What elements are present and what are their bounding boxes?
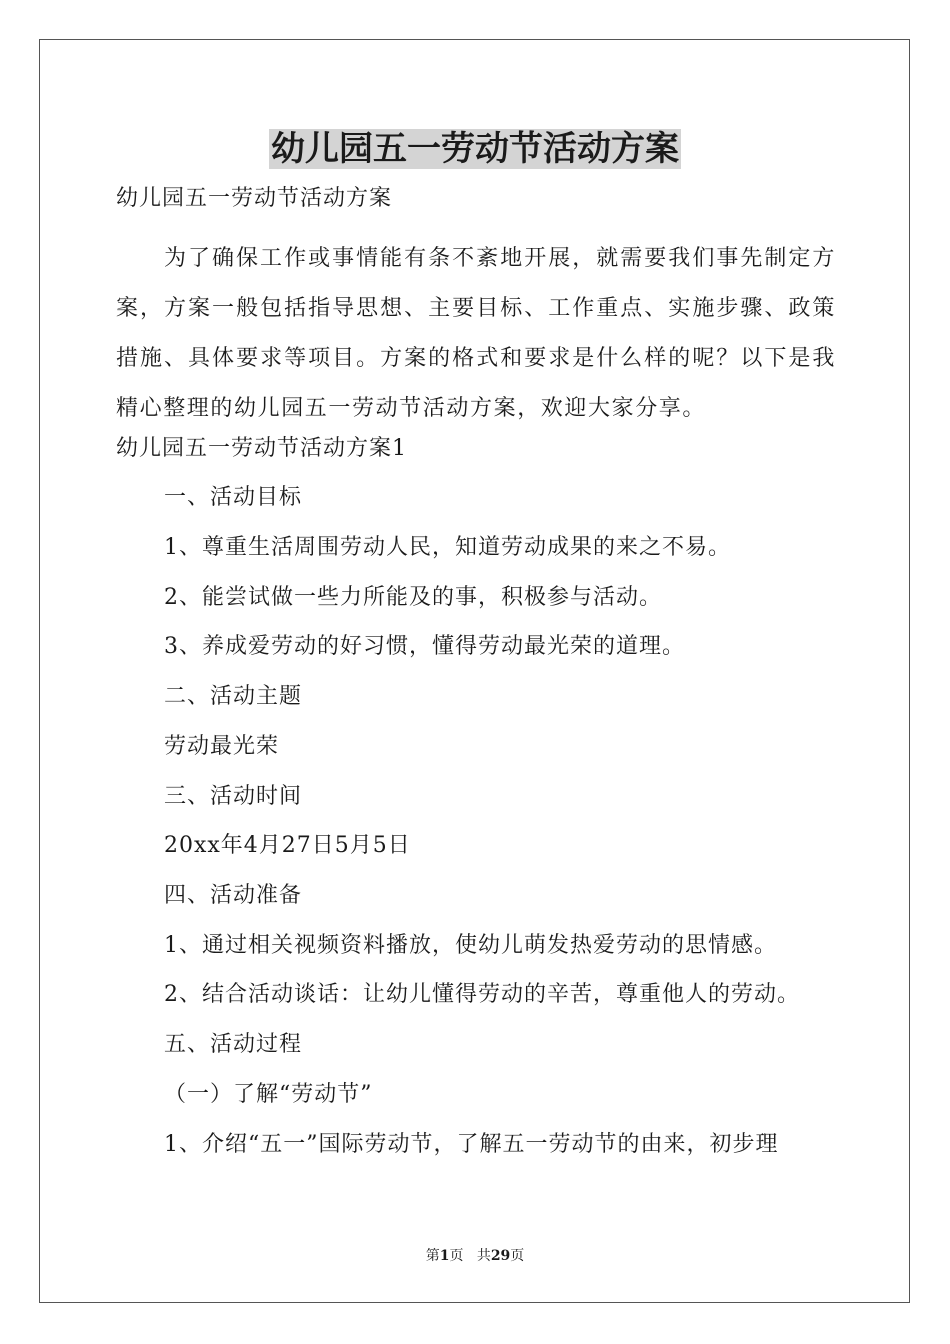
heading-activity-prep: 四、活动准备: [164, 883, 303, 908]
goal-item-3: 3、养成爱劳动的好习惯，懂得劳动最光荣的道理。: [164, 634, 685, 659]
heading-activity-time: 三、活动时间: [164, 784, 303, 809]
intro-paragraph: 为了确保工作或事情能有条不紊地开展，就需要我们事先制定方案，方案一般包括指导思想、主要目标、工作重点、实施步骤、政策措施、具体要求等项目。方案的格式和要求是什么样的呢？以下是我精心整理的幼儿园五一劳动节活动方案，欢迎大家分享。: [116, 246, 836, 421]
goal-item-1: 1、尊重生活周围劳动人民，知道劳动成果的来之不易。: [164, 535, 731, 560]
page-footer: [0, 1246, 950, 1266]
process-subheading-1: （一）了解“劳动节”: [164, 1082, 373, 1107]
footer-total-prefix: 共: [476, 1248, 491, 1264]
page-border: [39, 39, 910, 1303]
goal-item-2: 2、能尝试做一些力所能及的事，积极参与活动。: [164, 585, 662, 610]
process-item-1: 1、介绍“五一”国际劳动节，了解五一劳动节的由来，初步理: [164, 1132, 779, 1157]
prep-item-1: 1、通过相关视频资料播放，使幼儿萌发热爱劳动的思情感。: [164, 933, 777, 958]
document-subtitle: 幼儿园五一劳动节活动方案: [116, 186, 393, 211]
footer-page-number: 1: [439, 1248, 450, 1264]
prep-item-2: 2、结合活动谈话：让幼儿懂得劳动的辛苦，尊重他人的劳动。: [164, 982, 800, 1007]
heading-activity-theme: 二、活动主题: [164, 684, 303, 709]
activity-theme-text: 劳动最光荣: [164, 734, 280, 759]
document-title: 幼儿园五一劳动节活动方案: [271, 129, 679, 169]
activity-time-text: 20xx年4月27日5月5日: [164, 833, 411, 858]
footer-page-prefix: 第: [425, 1248, 440, 1264]
footer-total-pages: 29: [490, 1248, 511, 1264]
heading-activity-goals: 一、活动目标: [164, 485, 303, 510]
footer-total-suffix: 页: [510, 1248, 525, 1264]
footer-page-suffix: 页: [449, 1248, 464, 1264]
heading-activity-process: 五、活动过程: [164, 1032, 303, 1057]
section-title: 幼儿园五一劳动节活动方案1: [116, 436, 407, 461]
